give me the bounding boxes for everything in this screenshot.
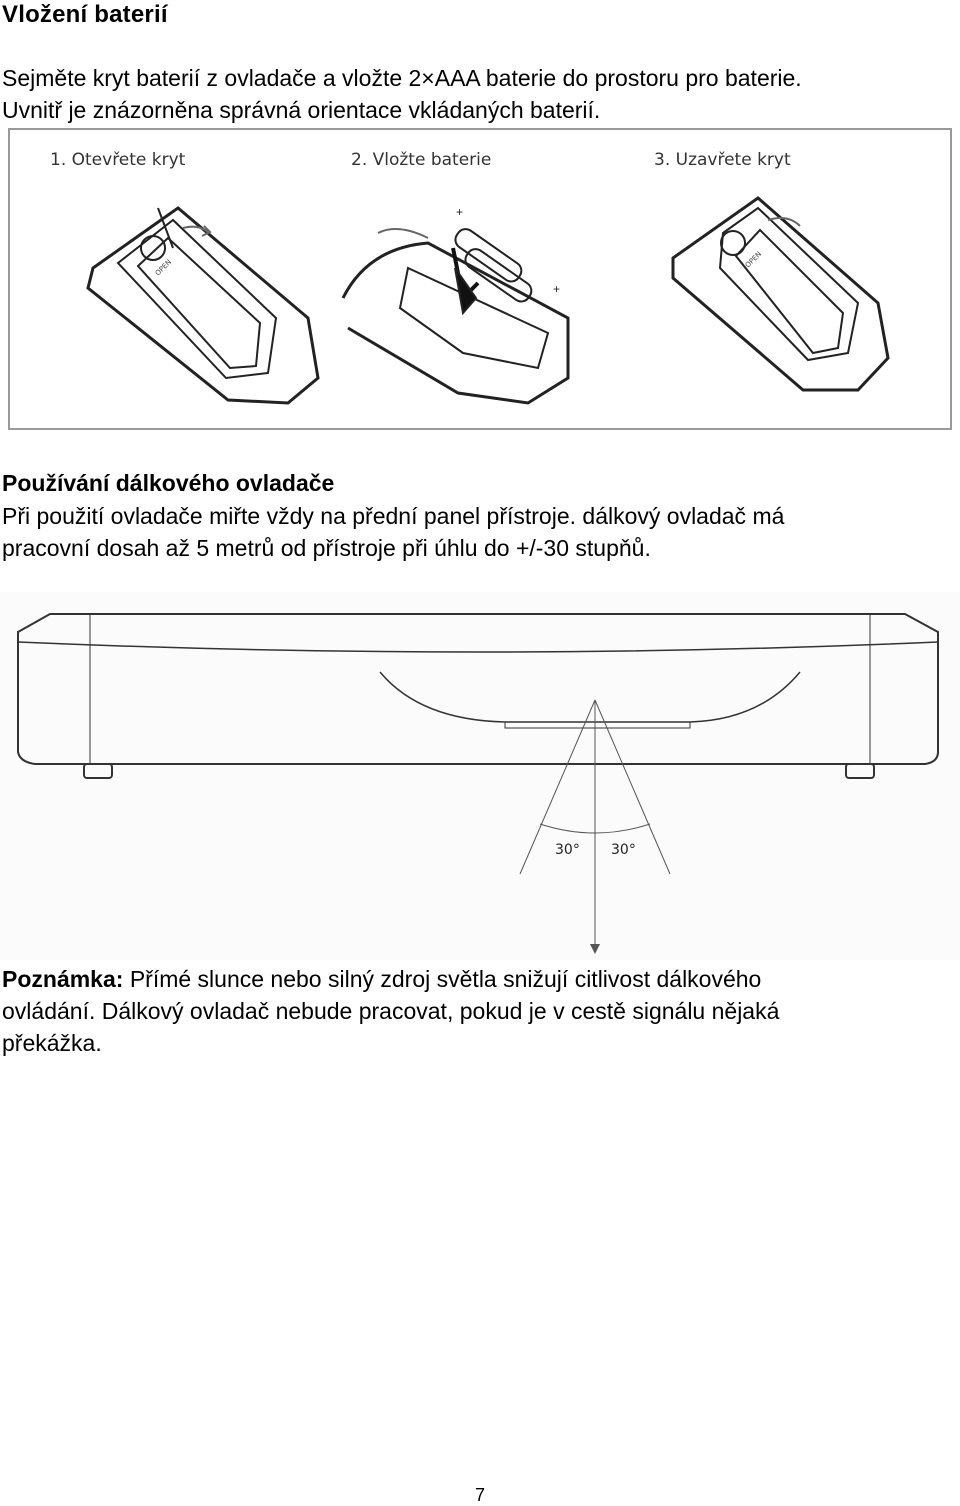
page-number: 7	[474, 1485, 485, 1505]
page-title: Vložení baterií	[2, 1, 168, 28]
step-1-label: 1. Otevřete kryt	[50, 150, 186, 170]
battery-figure-drawing	[8, 128, 952, 430]
note-line-1-text: Přímé slunce nebo silný zdroj světla snižují citlivost dálkového	[123, 966, 762, 992]
step-2-label: 2. Vložte baterie	[351, 150, 492, 170]
battery-intro-line-1: Sejměte kryt baterií z ovladače a vložte 2×AAA baterie do prostoru pro baterie.	[2, 65, 802, 91]
receiver-angle-figure	[0, 592, 960, 960]
note-label: Poznámka:	[2, 966, 124, 992]
battery-intro-line-2: Uvnitř je znázorněna správná orientace vkládaných baterií.	[2, 97, 601, 123]
battery-insertion-figure	[8, 128, 952, 430]
angle-left-label: 30°	[555, 842, 580, 858]
angle-right-label: 30°	[611, 842, 636, 858]
note-line-3: překážka.	[2, 1030, 102, 1056]
remote-usage-heading: Používání dálkového ovladače	[2, 470, 335, 496]
receiver-drawing	[0, 592, 960, 960]
remote-usage-line-1: Při použití ovladače miřte vždy na přední panel přístroje. dálkový ovladač má	[2, 503, 785, 529]
plus-sign-top: +	[456, 205, 464, 219]
note-line-2: ovládání. Dálkový ovladač nebude pracovat, pokud je v cestě signálu nějaká	[2, 998, 780, 1024]
open-label-3: OPEN	[743, 250, 764, 270]
remote-usage-line-2: pracovní dosah až 5 metrů od přístroje při úhlu do +/-30 stupňů.	[2, 535, 651, 561]
note-line-1	[2, 963, 761, 995]
plus-sign-bottom: +	[553, 282, 561, 296]
step-3-label: 3. Uzavřete kryt	[654, 150, 791, 170]
open-label-1: OPEN	[153, 258, 174, 278]
